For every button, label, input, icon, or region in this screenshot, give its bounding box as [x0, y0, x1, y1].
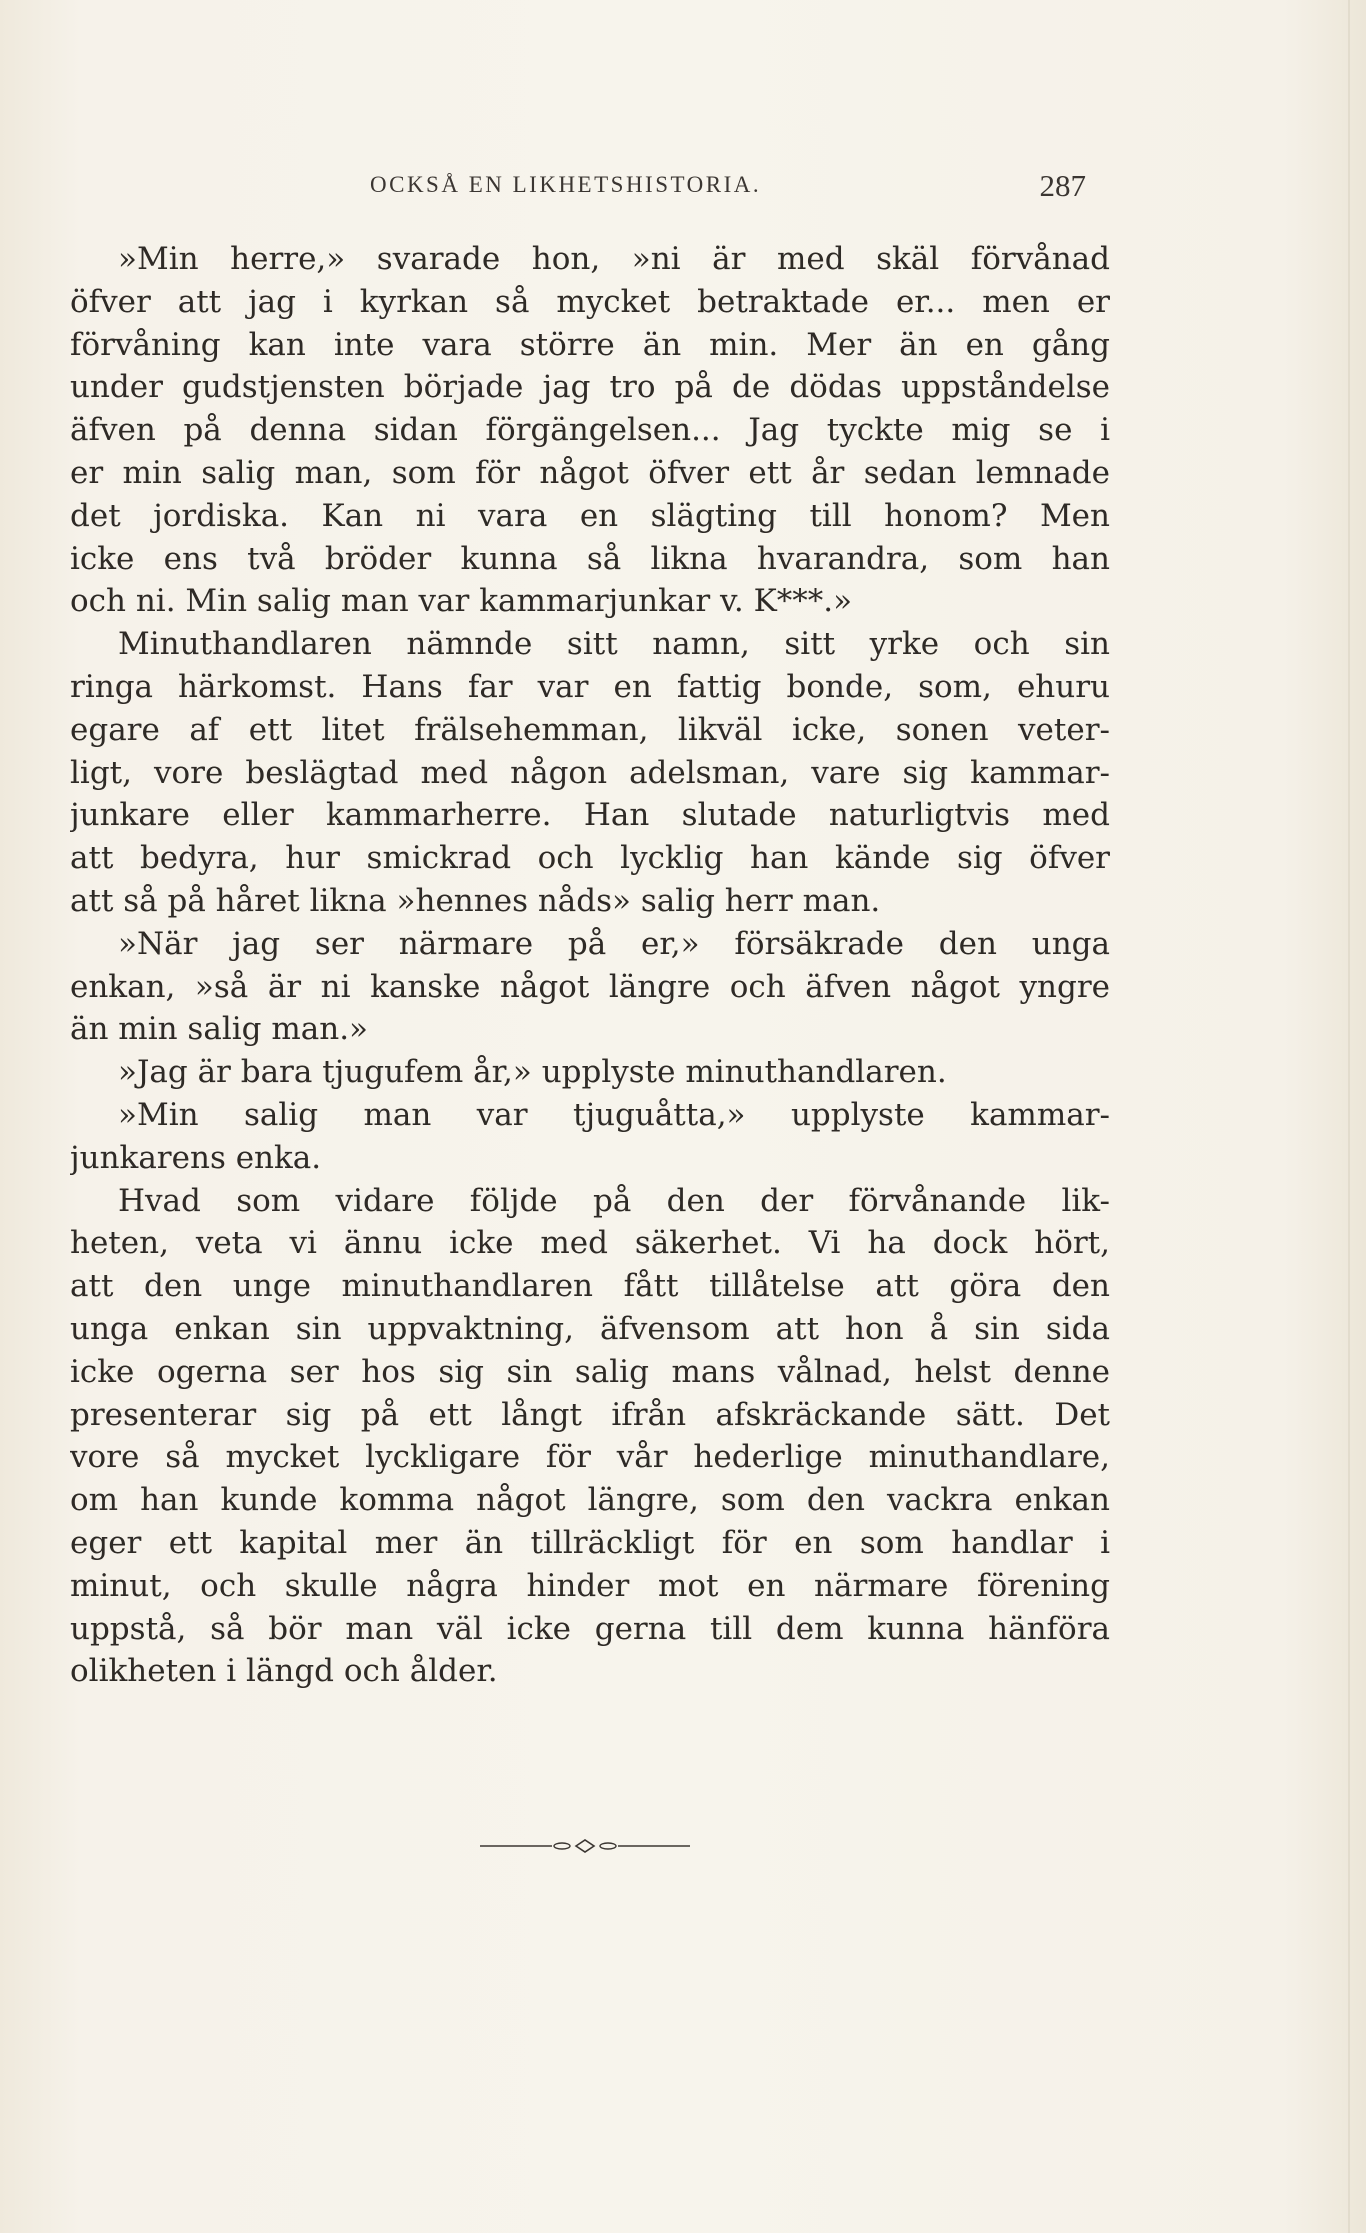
text-line: att den unge minuthandlaren fått tillåtelse att göra den	[70, 1268, 1110, 1305]
body-text	[70, 238, 1110, 1693]
text-line: junkare eller kammarherre. Han slutade naturligtvis med	[70, 797, 1110, 834]
text-line: ringa härkomst. Hans far var en fattig bonde, som, ehuru	[70, 668, 1110, 705]
text-line: egare af ett litet frälsehemman, likväl icke, sonen veter-	[70, 711, 1110, 748]
text-line: om han kunde komma något längre, som den vackra enkan	[70, 1482, 1110, 1519]
text-line: det jordiska. Kan ni vara en slägting till honom? Men	[70, 497, 1110, 534]
page-number: 287	[1039, 168, 1086, 203]
text-line: och ni. Min salig man var kammarjunkar v. K***.»	[70, 583, 853, 620]
text-line: icke ens två bröder kunna så likna hvarandra, som han	[70, 540, 1110, 577]
text-line: minut, och skulle några hinder mot en närmare förening	[70, 1567, 1110, 1604]
text-line: förvåning kan inte vara större än min. Mer än en gång	[70, 326, 1110, 363]
text-line: Minuthandlaren nämnde sitt namn, sitt yrke och sin	[118, 626, 1110, 663]
running-head	[70, 168, 1086, 208]
text-line: »Min herre,» svarade hon, »ni är med skäl förvånad	[118, 241, 1110, 277]
text-line: att bedyra, hur smickrad och lycklig han kände sig öfver	[70, 840, 1110, 877]
text-line: er min salig man, som för något öfver ett år sedan lemnade	[70, 454, 1110, 491]
text-line: »Jag är bara tjugufem år,» upplyste minuthandlaren.	[118, 1054, 947, 1091]
text-line: vore så mycket lyckligare för vår hederlige minuthandlare,	[70, 1439, 1110, 1476]
text-line: olikheten i längd och ålder.	[70, 1653, 498, 1690]
text-line: ligt, vore beslägtad med någon adelsman, vare sig kammar-	[70, 754, 1110, 791]
text-line: junkarens enka.	[70, 1139, 322, 1176]
text-line: än min salig man.»	[70, 1011, 369, 1048]
text-line: uppstå, så bör man väl icke gerna till dem kunna hänföra	[70, 1610, 1110, 1647]
text-line: under gudstjensten började jag tro på de dödas uppståndelse	[70, 369, 1110, 406]
text-line: »Min salig man var tjuguåtta,» upplyste kammar-	[118, 1096, 1110, 1133]
text-line: heten, veta vi ännu icke med säkerhet. Vi ha dock hört,	[70, 1225, 1110, 1262]
text-line: enkan, »så är ni kanske något längre och äfven något yngre	[70, 968, 1110, 1005]
text-line: unga enkan sin uppvaktning, äfvensom att hon å sin sida	[70, 1310, 1110, 1347]
end-ornament-icon	[480, 1836, 690, 1856]
text-line: Hvad som vidare följde på den der förvånande lik-	[118, 1182, 1110, 1219]
text-line: eger ett kapital mer än tillräckligt för en som handlar i	[70, 1524, 1110, 1561]
text-line: presenterar sig på ett långt ifrån afskräckande sätt. Det	[70, 1396, 1110, 1433]
text-line: äfven på denna sidan förgängelsen... Jag tyckte mig se i	[70, 412, 1110, 449]
running-title: OCKSÅ EN LIKHETSHISTORIA.	[370, 172, 762, 197]
text-line: icke ogerna ser hos sig sin salig mans vålnad, helst denne	[70, 1353, 1110, 1390]
text-line: öfver att jag i kyrkan så mycket betraktade er... men er	[70, 283, 1110, 320]
page-edge	[1348, 0, 1350, 2233]
text-line: att så på håret likna »hennes nåds» salig herr man.	[70, 882, 881, 919]
text-line: »När jag ser närmare på er,» försäkrade den unga	[118, 925, 1110, 962]
